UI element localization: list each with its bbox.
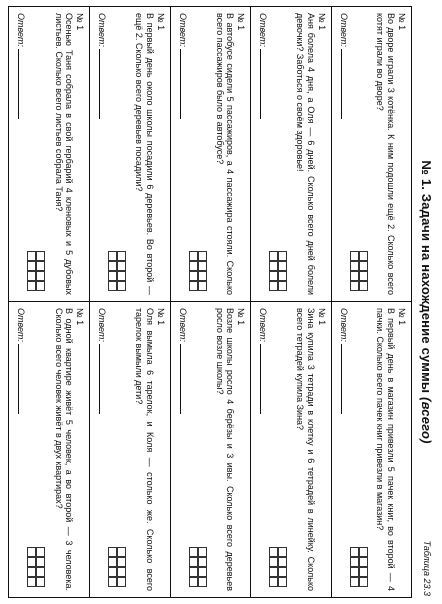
answer-box[interactable] — [36, 271, 45, 281]
page-title-main: № 1. Задачи на нахождение суммы — [419, 160, 434, 394]
answer-line[interactable] — [260, 49, 269, 119]
answer-boxes[interactable] — [189, 547, 207, 587]
answer-box[interactable] — [269, 577, 278, 587]
answer-box[interactable] — [278, 251, 287, 261]
answer-box[interactable] — [359, 547, 368, 557]
answer-field[interactable] — [339, 308, 350, 414]
answer-box[interactable] — [108, 281, 117, 291]
answer-boxes[interactable] — [27, 251, 45, 291]
answer-box[interactable] — [27, 271, 36, 281]
answer-box[interactable] — [278, 567, 287, 577]
answer-row — [13, 308, 43, 591]
task-number: № 1 — [236, 13, 247, 31]
answer-line[interactable] — [99, 344, 108, 414]
answer-box[interactable] — [359, 577, 368, 587]
answer-boxes[interactable] — [350, 251, 368, 291]
answer-line[interactable] — [180, 344, 189, 414]
answer-box[interactable] — [117, 577, 126, 587]
answer-box[interactable] — [198, 271, 207, 281]
answer-boxes[interactable] — [108, 547, 126, 587]
task-number: № 1 — [236, 308, 247, 326]
task-text: Оля вымыла 6 тарелок, и Коля — столько же. Сколько всего тарелок вымыли дети? — [134, 308, 155, 591]
answer-box[interactable] — [189, 567, 198, 577]
task-card — [9, 7, 89, 302]
table-label: Таблица 23.3 — [422, 540, 432, 596]
answer-box[interactable] — [108, 261, 117, 271]
answer-field[interactable] — [178, 13, 189, 119]
answer-box[interactable] — [269, 251, 278, 261]
answer-field[interactable] — [258, 13, 269, 119]
answer-box[interactable] — [117, 281, 126, 291]
answer-box[interactable] — [36, 557, 45, 567]
answer-label: Ответ: — [258, 308, 269, 342]
answer-box[interactable] — [108, 567, 117, 577]
answer-box[interactable] — [36, 261, 45, 271]
answer-row — [175, 308, 205, 591]
answer-boxes[interactable] — [189, 251, 207, 291]
answer-box[interactable] — [27, 281, 36, 291]
answer-box[interactable] — [108, 251, 117, 261]
task-number: № 1 — [75, 308, 86, 326]
answer-boxes[interactable] — [269, 547, 287, 587]
task-number: № 1 — [397, 13, 407, 31]
answer-box[interactable] — [269, 281, 278, 291]
answer-box[interactable] — [189, 547, 198, 557]
task-number: № 1 — [155, 13, 166, 31]
answer-box[interactable] — [27, 547, 36, 557]
task-text: В первый день в магазин привезли 5 пачек книг, во второй — 4 пачки. Сколько всего пачек книг привезли в магазин? — [375, 308, 396, 591]
task-number: № 1 — [75, 13, 86, 31]
answer-box[interactable] — [36, 251, 45, 261]
task-number: № 1 — [316, 13, 327, 31]
answer-box[interactable] — [278, 281, 287, 291]
task-number: № 1 — [316, 308, 327, 326]
answer-box[interactable] — [117, 251, 126, 261]
answer-label: Ответ: — [338, 308, 349, 342]
task-card — [89, 7, 169, 302]
answer-box[interactable] — [189, 271, 198, 281]
tasks-table — [8, 6, 412, 598]
answer-box[interactable] — [189, 281, 198, 291]
task-text: В первый день около школы посадили 6 деревьев. Во второй — ещё 2. Сколько всего деревьев посадили? — [134, 13, 155, 295]
answer-box[interactable] — [359, 251, 368, 261]
answer-row — [13, 13, 43, 295]
answer-box[interactable] — [198, 567, 207, 577]
task-card — [331, 7, 411, 302]
answer-box[interactable] — [350, 567, 359, 577]
answer-box[interactable] — [359, 261, 368, 271]
answer-label: Ответ: — [16, 308, 26, 342]
answer-row — [175, 13, 205, 295]
task-card — [250, 302, 330, 597]
answer-box[interactable] — [350, 557, 359, 567]
answer-field[interactable] — [258, 308, 269, 414]
answer-label: Ответ: — [16, 13, 26, 47]
answer-label: Ответ: — [258, 13, 269, 47]
answer-field[interactable] — [178, 308, 189, 414]
answer-label: Ответ: — [97, 308, 108, 342]
answer-field[interactable] — [16, 308, 27, 414]
answer-field[interactable] — [339, 13, 350, 119]
page-title-extra: (всего) — [419, 397, 434, 444]
answer-line[interactable] — [260, 344, 269, 414]
answer-line[interactable] — [341, 49, 350, 119]
answer-box[interactable] — [278, 271, 287, 281]
answer-box[interactable] — [117, 557, 126, 567]
answer-field[interactable] — [97, 13, 108, 119]
task-number: № 1 — [155, 308, 166, 326]
answer-label: Ответ: — [177, 13, 188, 47]
answer-box[interactable] — [198, 251, 207, 261]
answer-box[interactable] — [117, 547, 126, 557]
answer-box[interactable] — [269, 547, 278, 557]
answer-box[interactable] — [359, 567, 368, 577]
answer-box[interactable] — [269, 261, 278, 271]
answer-boxes[interactable] — [350, 547, 368, 587]
answer-box[interactable] — [198, 281, 207, 291]
task-text: Возле школы росло 4 берёзы и 3 ивы. Сколько всего деревьев росло возле школы? — [214, 308, 236, 591]
answer-line[interactable] — [341, 344, 350, 414]
task-card — [89, 302, 169, 597]
answer-line[interactable] — [18, 49, 27, 119]
answer-field[interactable] — [16, 13, 27, 119]
answer-box[interactable] — [198, 557, 207, 567]
answer-field[interactable] — [97, 308, 108, 414]
answer-label: Ответ: — [97, 13, 108, 47]
answer-box[interactable] — [269, 557, 278, 567]
answer-box[interactable] — [36, 547, 45, 557]
answer-box[interactable] — [278, 547, 287, 557]
answer-box[interactable] — [108, 271, 117, 281]
answer-box[interactable] — [198, 577, 207, 587]
answer-box[interactable] — [350, 547, 359, 557]
answer-row — [255, 13, 285, 295]
answer-row — [94, 13, 124, 295]
answer-box[interactable] — [117, 271, 126, 281]
answer-line[interactable] — [99, 49, 108, 119]
task-text: Осенью Таня собрала в свой гербарий 4 кленовых и 5 дубовых листьев. Сколько всего листьев собрала Таня? — [53, 13, 75, 295]
answer-box[interactable] — [27, 251, 36, 261]
answer-box[interactable] — [189, 557, 198, 567]
answer-box[interactable] — [27, 577, 36, 587]
task-card — [170, 7, 250, 302]
task-number: № 1 — [397, 308, 407, 326]
answer-box[interactable] — [189, 577, 198, 587]
task-card — [331, 302, 411, 597]
answer-boxes[interactable] — [27, 547, 45, 587]
answer-row — [336, 13, 366, 295]
answer-box[interactable] — [350, 271, 359, 281]
task-card — [250, 7, 330, 302]
page-title — [419, 0, 434, 604]
task-text: Зина купила 3 тетради в клетку и 6 тетрадей в линейку. Сколько всего тетрадей купила Зина? — [295, 308, 316, 591]
answer-label: Ответ: — [177, 308, 188, 342]
answer-box[interactable] — [359, 281, 368, 291]
answer-row — [336, 308, 366, 591]
answer-box[interactable] — [198, 547, 207, 557]
task-text: Аня болела 4 дня, а Оля — 6 дней. Сколько всего дней болели девочки? Заботься о своём здоровье! — [295, 13, 316, 295]
answer-label: Ответ: — [338, 13, 349, 47]
answer-box[interactable] — [350, 281, 359, 291]
answer-box[interactable] — [36, 577, 45, 587]
answer-row — [94, 308, 124, 591]
answer-line[interactable] — [180, 49, 189, 119]
answer-box[interactable] — [350, 251, 359, 261]
answer-box[interactable] — [359, 271, 368, 281]
answer-box[interactable] — [117, 567, 126, 577]
answer-box[interactable] — [350, 261, 359, 271]
answer-line[interactable] — [18, 344, 27, 414]
answer-box[interactable] — [27, 567, 36, 577]
answer-box[interactable] — [36, 567, 45, 577]
task-card — [170, 302, 250, 597]
answer-row — [255, 308, 285, 591]
task-text: Во дворе играли 3 котёнка. К ним подошли ещё 2. Сколько всего котят играли во дворе? — [375, 13, 396, 295]
answer-box[interactable] — [278, 577, 287, 587]
answer-box[interactable] — [189, 261, 198, 271]
answer-box[interactable] — [108, 557, 117, 567]
answer-box[interactable] — [278, 557, 287, 567]
answer-box[interactable] — [27, 261, 36, 271]
answer-box[interactable] — [278, 261, 287, 271]
answer-box[interactable] — [189, 251, 198, 261]
task-text: В автобусе сидели 5 пассажиров, а 4 пассажира стояли. Сколько всего пассажиров было в автобусе? — [214, 13, 236, 295]
task-card — [9, 302, 89, 597]
answer-box[interactable] — [108, 547, 117, 557]
answer-box[interactable] — [117, 261, 126, 271]
answer-box[interactable] — [359, 557, 368, 567]
answer-box[interactable] — [27, 557, 36, 567]
answer-box[interactable] — [36, 281, 45, 291]
answer-box[interactable] — [269, 271, 278, 281]
answer-box[interactable] — [269, 567, 278, 577]
answer-boxes[interactable] — [108, 251, 126, 291]
answer-box[interactable] — [198, 261, 207, 271]
task-text: В одной квартире живёт 5 человек, а во второй — 3 человека. Сколько всего человек живёт в двух квартирах? — [53, 308, 75, 591]
answer-box[interactable] — [108, 577, 117, 587]
answer-boxes[interactable] — [269, 251, 287, 291]
answer-box[interactable] — [350, 577, 359, 587]
